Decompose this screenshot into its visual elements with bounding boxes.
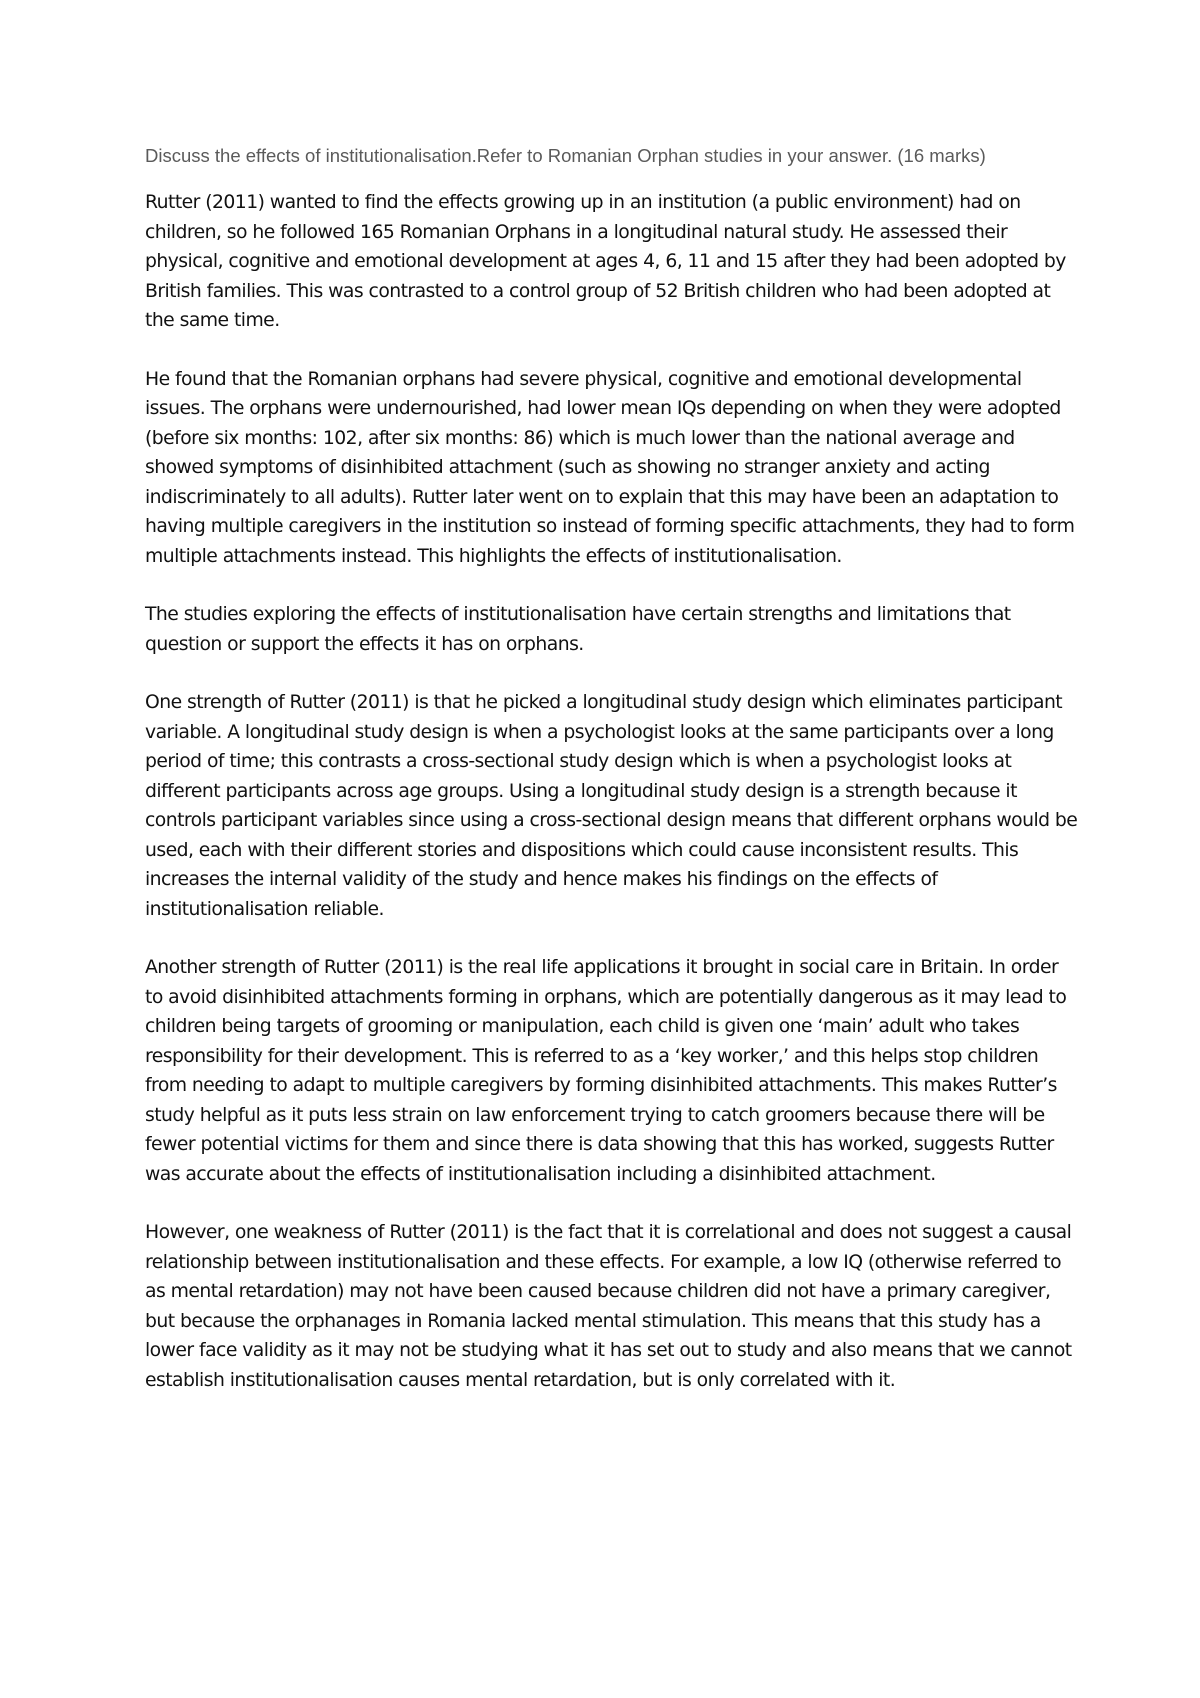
paragraph-evaluation-intro: The studies exploring the effects of institutionalisation have certain strengths and limitations that question or support the effects it has on orphans. (145, 604, 1011, 655)
paragraph-strength-longitudinal: One strength of Rutter (2011) is that he picked a longitudinal study design which eliminates participant variable. A longitudinal study design is when a psychologist looks at the same participants over a long period of time; this contrasts a cross-sectional study design which is when a psychologist looks at different participants across age groups. Using a longitudinal study design is a strength because it controls participant variables since using a cross-sectional design means that different orphans would be used, each with their different stories and dispositions which could cause inconsistent results. This increases the internal validity of the study and hence makes his findings on the effects of institutionalisation reliable. (145, 692, 1078, 920)
paragraph-strength-applications: Another strength of Rutter (2011) is the real life applications it brought in social care in Britain. In order to avoid disinhibited attachments forming in orphans, which are potentially dangerous as it may lead to children being targets of grooming or manipulation, each child is given one ‘main’ adult who takes responsibility for their development. This is referred to as a ‘key worker,’ and this helps stop children from needing to adapt to multiple caregivers by forming disinhibited attachments. This makes Rutter’s study helpful as it puts less strain on law enforcement trying to catch groomers because there will be fewer potential victims for them and since there is data showing that this has worked, suggests Rutter was accurate about the effects of institutionalisation including a disinhibited attachment. (145, 957, 1067, 1185)
paragraph-study-description: Rutter (2011) wanted to find the effects growing up in an institution (a public environment) had on children, so he followed 165 Romanian Orphans in a longitudinal natural study. He assessed their physical, cognitive and emotional development at ages 4, 6, 11 and 15 after they had been adopted by British families. This was contrasted to a control group of 52 British children who had been adopted at the same time. (145, 192, 1066, 331)
essay-question: Discuss the effects of institutionalisation.Refer to Romanian Orphan studies in your answer. (16 marks) (145, 145, 986, 166)
paragraph-findings: He found that the Romanian orphans had severe physical, cognitive and emotional developmental issues. The orphans were undernourished, had lower mean IQs depending on when they were adopted (before six months: 102, after six months: 86) which is much lower than the national average and showed symptoms of disinhibited attachment (such as showing no stranger anxiety and acting indiscriminately to all adults). Rutter later went on to explain that this may have been an adaptation to having multiple caregivers in the institution so instead of forming specific attachments, they had to form multiple attachments instead. This highlights the effects of institutionalisation. (145, 368, 1075, 567)
paragraph-weakness-correlational: However, one weakness of Rutter (2011) is the fact that it is correlational and does not suggest a causal relationship between institutionalisation and these effects. For example, a low IQ (otherwise referred to as mental retardation) may not have been caused because children did not have a primary caregiver, but because the orphanages in Romania lacked mental stimulation. This means that this study has a lower face validity as it may not be studying what it has set out to study and also means that we cannot establish institutionalisation causes mental retardation, but is only correlated with it. (145, 1222, 1072, 1391)
document-body (145, 143, 1080, 1424)
